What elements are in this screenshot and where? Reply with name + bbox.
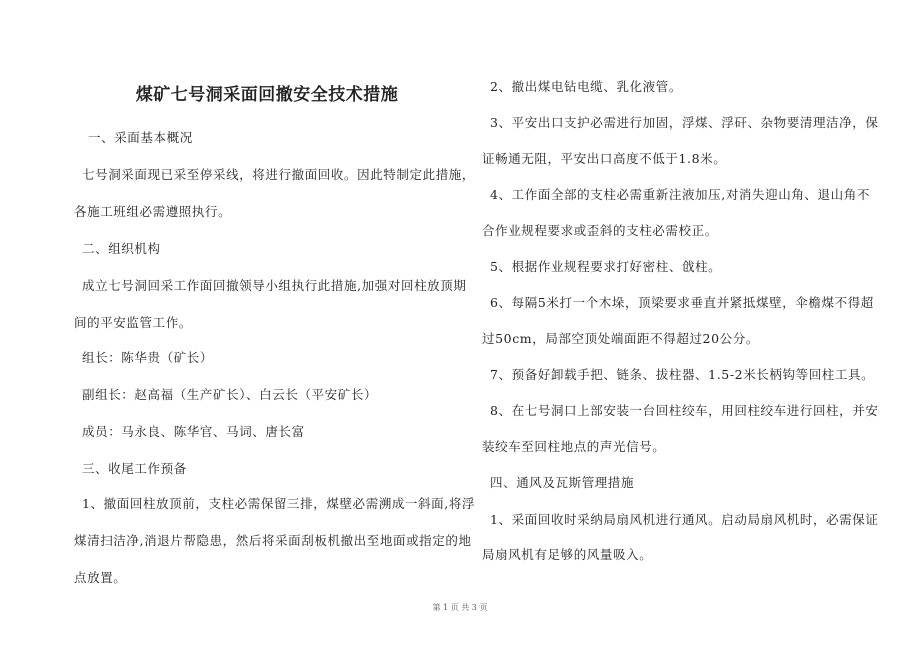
left-line-8: 成员：马永良、陈华官、马词、唐长富 <box>82 424 305 439</box>
left-line-5: 间的平安监管工作。 <box>74 315 192 330</box>
left-line-4: 成立七号洞回采工作面回撤领导小组执行此措施,加强对回柱放顶期 <box>82 278 467 293</box>
right-line-5: 5、根据作业规程要求打好密柱、戗柱。 <box>490 259 722 274</box>
left-line-9: 三、收尾工作预备 <box>82 461 187 476</box>
right-line-7: 过50cm，局部空顶处端面距不得超过20公分。 <box>482 331 759 346</box>
right-line-9: 8、在七号洞口上部安装一台回柱绞车，用回柱绞车进行回柱，并安 <box>490 403 879 418</box>
right-line-12: 1、采面回收时采纳局扇风机进行通风。启动局扇风机时，必需保证 <box>490 512 879 527</box>
right-line-6: 6、每隔5米打一个木垛，顶梁要求垂直并紧抵煤壁，伞檐煤不得超 <box>490 295 874 310</box>
right-line-3: 4、工作面全部的支柱必需重新注液加压,对消失迎山角、退山角不 <box>490 187 870 202</box>
left-line-3: 二、组织机构 <box>82 241 161 256</box>
page-footer: 第 1 页 共 3 页 <box>432 603 488 612</box>
right-line-10: 装绞车至回柱地点的声光信号。 <box>482 439 666 454</box>
right-line-13: 局扇风机有足够的风量吸入。 <box>482 547 653 562</box>
left-line-10: 1、撤面回柱放顶前，支柱必需保留三排，煤壁必需溯成一斜面,将浮 <box>82 496 476 511</box>
right-line-1: 3、平安出口支护必需进行加固，浮煤、浮矸、杂物要清理洁净，保 <box>490 115 879 130</box>
left-line-2: 各施工班组必需遵照执行。 <box>74 204 232 219</box>
right-line-11: 四、通风及瓦斯管理措施 <box>490 475 635 490</box>
left-line-7: 副组长：赵高福（生产矿长）、白云长（平安矿长） <box>82 387 378 402</box>
right-line-0: 2、撤出煤电钻电缆、乳化液管。 <box>490 79 682 94</box>
left-line-0: 一、采面基本概况 <box>88 130 193 145</box>
left-line-1: 七号洞采面现已采至停采线，将进行撤面回收。因此特制定此措施， <box>82 167 476 182</box>
left-line-11: 煤清扫洁净,消退片帮隐患，然后将采面刮板机撤出至地面或指定的地 <box>74 533 472 548</box>
document-title: 煤矿七号洞采面回撤安全技术措施 <box>135 85 399 105</box>
left-line-12: 点放置。 <box>74 570 127 585</box>
right-line-2: 证畅通无阻，平安出口高度不低于1.8米。 <box>482 151 727 166</box>
right-line-4: 合作业规程要求或歪斜的支柱必需校正。 <box>482 223 718 238</box>
left-line-6: 组长：陈华贵（矿长） <box>82 350 214 365</box>
right-line-8: 7、预备好卸载手把、链条、拔柱器、1.5-2米长柄钩等回柱工具。 <box>490 367 875 382</box>
